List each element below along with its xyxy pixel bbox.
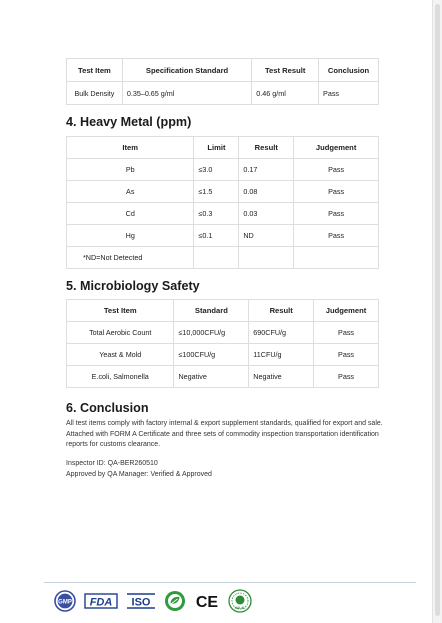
ce-logo-text: CE: [195, 594, 219, 611]
column-header: Item: [67, 137, 194, 159]
vertical-scrollbar[interactable]: [432, 0, 442, 623]
table-cell: 0.03: [239, 203, 294, 225]
table-cell: ≤10,000CFU/g: [174, 322, 249, 344]
table-row: [67, 203, 379, 225]
table-cell: Total Aerobic Count: [67, 322, 174, 344]
ce-logo-icon: [194, 591, 220, 611]
gmp-logo-text: GMP: [58, 599, 72, 606]
table-cell: Pb: [67, 159, 194, 181]
table-row: [67, 344, 379, 366]
heavy-metal-table: [66, 136, 379, 269]
table-cell: 0.46 g/ml: [252, 82, 319, 105]
bulk-density-table: [66, 58, 379, 105]
column-header: Result: [249, 300, 314, 322]
inspector-id: Inspector ID: QA-BER260510: [66, 460, 158, 467]
fda-logo-text: FDA: [89, 596, 113, 609]
table-row: [67, 82, 379, 105]
table-cell: ≤100CFU/g: [174, 344, 249, 366]
table-cell: 11CFU/g: [249, 344, 314, 366]
certification-logos: [54, 589, 260, 613]
footer-divider: [44, 582, 416, 583]
column-header: Test Result: [252, 59, 319, 82]
fda-logo-icon: [84, 592, 118, 610]
microbiology-table: [66, 299, 379, 388]
column-header: Standard: [174, 300, 249, 322]
table-cell: Pass: [294, 225, 379, 247]
gmp-logo-icon: [54, 590, 76, 612]
table-cell: 0.08: [239, 181, 294, 203]
table-cell: Cd: [67, 203, 194, 225]
table-cell: Pass: [314, 322, 379, 344]
table-cell: Yeast & Mold: [67, 344, 174, 366]
iso-logo-icon: [126, 591, 156, 611]
table-header-row: [67, 300, 379, 322]
heavy-metal-heading: 4. Heavy Metal (ppm): [66, 115, 192, 129]
table-cell: [294, 247, 379, 269]
green-leaf-logo-icon: [164, 590, 186, 612]
table-row: [67, 322, 379, 344]
table-row: [67, 366, 379, 388]
halal-logo-text: HALAL: [234, 606, 246, 610]
table-cell: Negative: [249, 366, 314, 388]
conclusion-heading: 6. Conclusion: [66, 401, 149, 415]
conclusion-text: All test items comply with factory internal & export supplement standards, qualified for export and sale. Attached with FORM A Certificate and three sets of commodity inspection transportation identification reports for customs clearance.: [66, 420, 383, 449]
approval-line: Approved by QA Manager: Verified & Approved: [66, 471, 212, 478]
halal-logo-icon: [228, 589, 252, 613]
table-cell: Negative: [174, 366, 249, 388]
table-cell: ≤0.3: [194, 203, 239, 225]
column-header: Judgement: [314, 300, 379, 322]
table-cell: Pass: [314, 366, 379, 388]
table-cell: ≤0.1: [194, 225, 239, 247]
column-header: Judgement: [294, 137, 379, 159]
table-header-row: [67, 59, 379, 82]
column-header: Conclusion: [319, 59, 379, 82]
table-cell: 690CFU/g: [249, 322, 314, 344]
table-note: *ND=Not Detected: [67, 247, 194, 269]
column-header: Test Item: [67, 300, 174, 322]
column-header: Result: [239, 137, 294, 159]
table-cell: Pass: [294, 181, 379, 203]
table-row: [67, 159, 379, 181]
table-cell: ≤1.5: [194, 181, 239, 203]
table-cell: Pass: [314, 344, 379, 366]
column-header: Test Item: [67, 59, 123, 82]
table-cell: 0.17: [239, 159, 294, 181]
table-cell: E.coli, Salmonella: [67, 366, 174, 388]
table-cell: Pass: [294, 159, 379, 181]
table-cell: Pass: [319, 82, 379, 105]
table-cell: As: [67, 181, 194, 203]
table-cell: [239, 247, 294, 269]
table-row: [67, 225, 379, 247]
table-row: [67, 247, 379, 269]
table-header-row: [67, 137, 379, 159]
table-cell: [194, 247, 239, 269]
table-cell: ≤3.0: [194, 159, 239, 181]
column-header: Limit: [194, 137, 239, 159]
iso-logo-text: ISO: [131, 596, 151, 609]
table-cell: ND: [239, 225, 294, 247]
table-cell: 0.35–0.65 g/ml: [122, 82, 251, 105]
microbiology-heading: 5. Microbiology Safety: [66, 279, 200, 293]
scrollbar-thumb[interactable]: [435, 4, 440, 616]
table-row: [67, 181, 379, 203]
table-cell: Hg: [67, 225, 194, 247]
table-cell: Bulk Density: [67, 82, 123, 105]
table-cell: Pass: [294, 203, 379, 225]
column-header: Specification Standard: [122, 59, 251, 82]
